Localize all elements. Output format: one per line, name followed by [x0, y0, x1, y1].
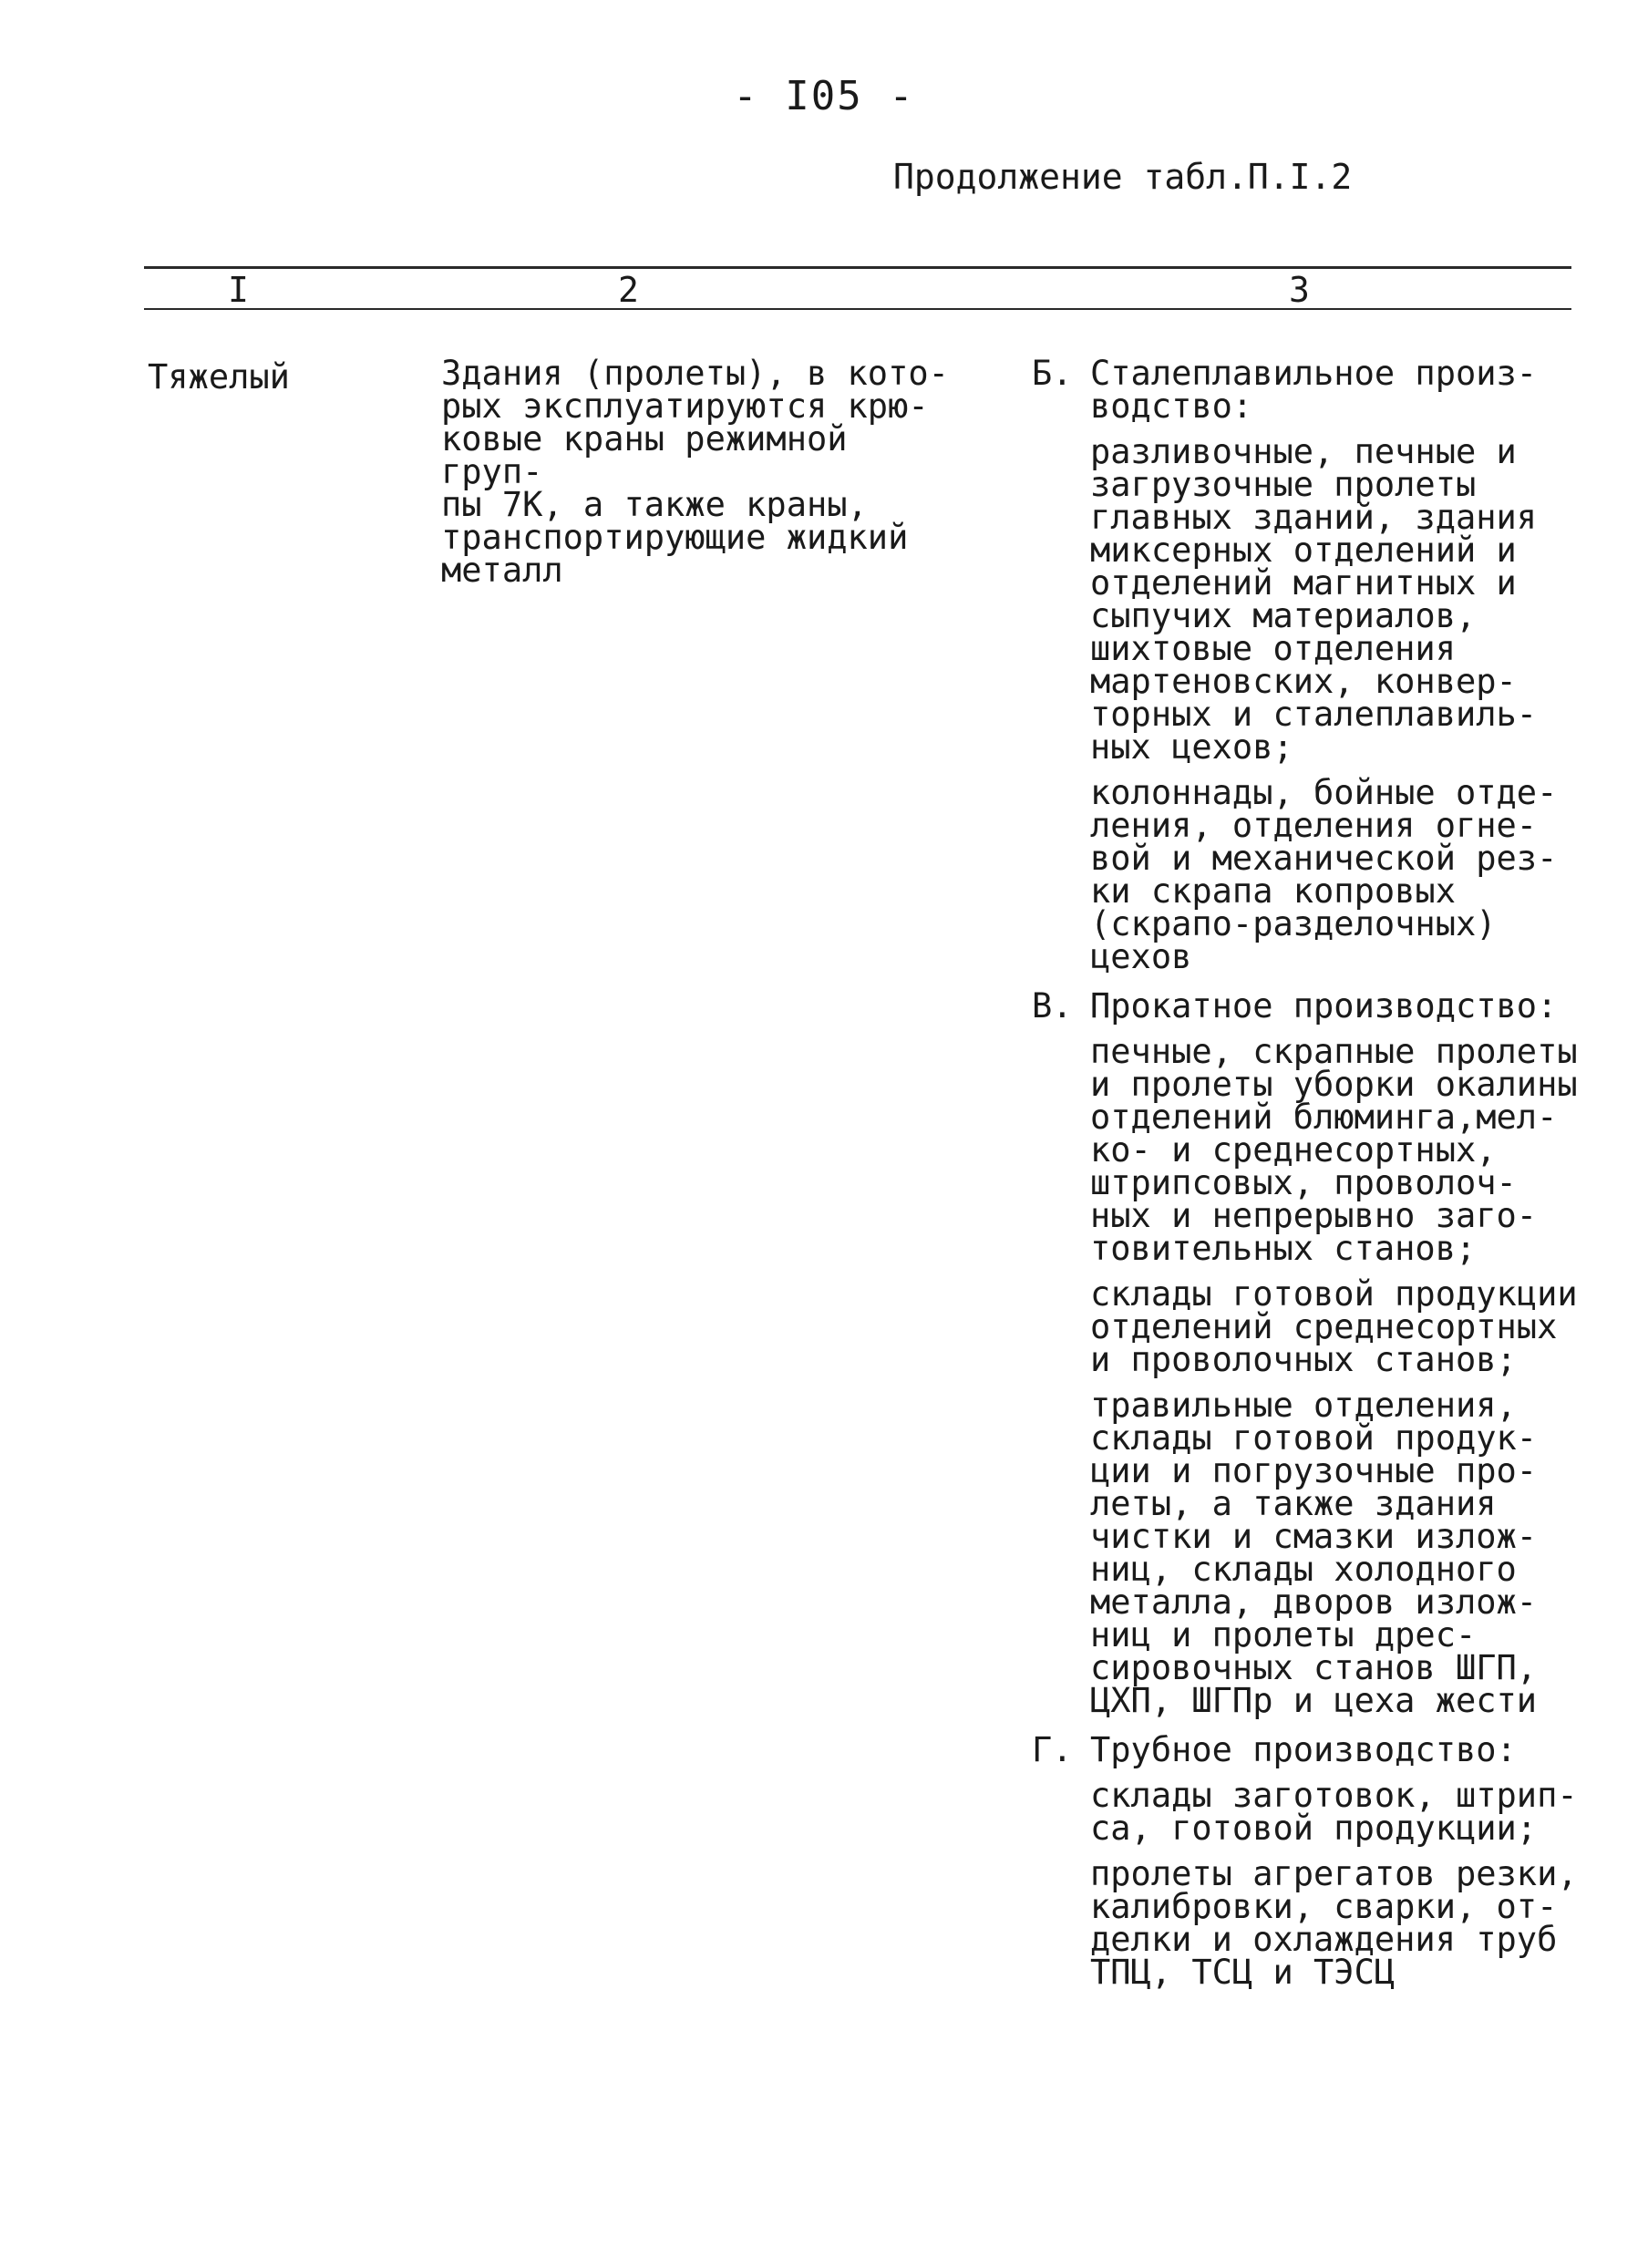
section-title: Трубное производство: — [1090, 1730, 1517, 1769]
section-paragraph: колоннады, бойные отде- ления, отделения огне- вой и механической рез- ки скрапа копровых (скрапо-разделочных) цехов — [1090, 773, 1558, 976]
section-paragraph: печные, скрапные пролеты и пролеты уборки окалины отделений блюминга,мел- ко- и среднесортных, штрипсовых, проволоч- ных и непрерывно заго- товительных станов; — [1090, 1032, 1578, 1268]
load-category: Тяжелый — [148, 357, 290, 397]
section-paragraph: разливочные, печные и загрузочные пролеты главных зданий, здания миксерных отделений и отделений магнитных и сыпучих материалов, шихтовые отделения мартеновских, конвер- торных и сталеплавиль- ных цехов; — [1090, 432, 1538, 767]
table-top-rule — [144, 266, 1571, 269]
column-header-3: 3 — [1289, 270, 1310, 310]
section-paragraph: пролеты агрегатов резки, калибровки, сварки, от- делки и охлаждения труб ТПЦ, ТСЦ и ТЭСЦ — [1090, 1854, 1578, 1992]
table-continuation-caption: Продолжение табл.П.I.2 — [893, 157, 1353, 197]
section-letter: Б. — [1032, 354, 1073, 393]
production-sections — [1032, 354, 1579, 2005]
section-paragraph: травильные отделения, склады готовой продук- ции и погрузочные про- леты, а также здания чистки и смазки излож- ниц, склады холодного металла, дворов излож- ниц и пролеты дрес- сировочных станов ШГП, ЦХП, ШГПр и цеха жести — [1090, 1386, 1538, 1720]
section-steelmaking — [1032, 354, 1579, 976]
section-pipe — [1032, 1730, 1579, 1992]
section-letter: Г. — [1032, 1730, 1073, 1769]
section-title: Сталеплавильное произ- водство: — [1090, 354, 1538, 426]
page-number: - I05 - — [733, 73, 915, 119]
table-header-rule — [144, 308, 1571, 310]
section-title: Прокатное производство: — [1090, 986, 1558, 1026]
building-description: Здания (пролеты), в кото- рых эксплуатируются крю- ковые краны режимной груп- пы 7К, а также краны, транспортирующие жидкий металл — [441, 354, 949, 590]
section-rolling — [1032, 986, 1579, 1720]
column-header-2: 2 — [618, 270, 639, 310]
section-letter: В. — [1032, 986, 1073, 1026]
column-header-1: I — [228, 270, 249, 310]
section-paragraph: склады готовой продукции отделений среднесортных и проволочных станов; — [1090, 1274, 1578, 1379]
section-paragraph: склады заготовок, штрип- са, готовой продукции; — [1090, 1776, 1578, 1848]
